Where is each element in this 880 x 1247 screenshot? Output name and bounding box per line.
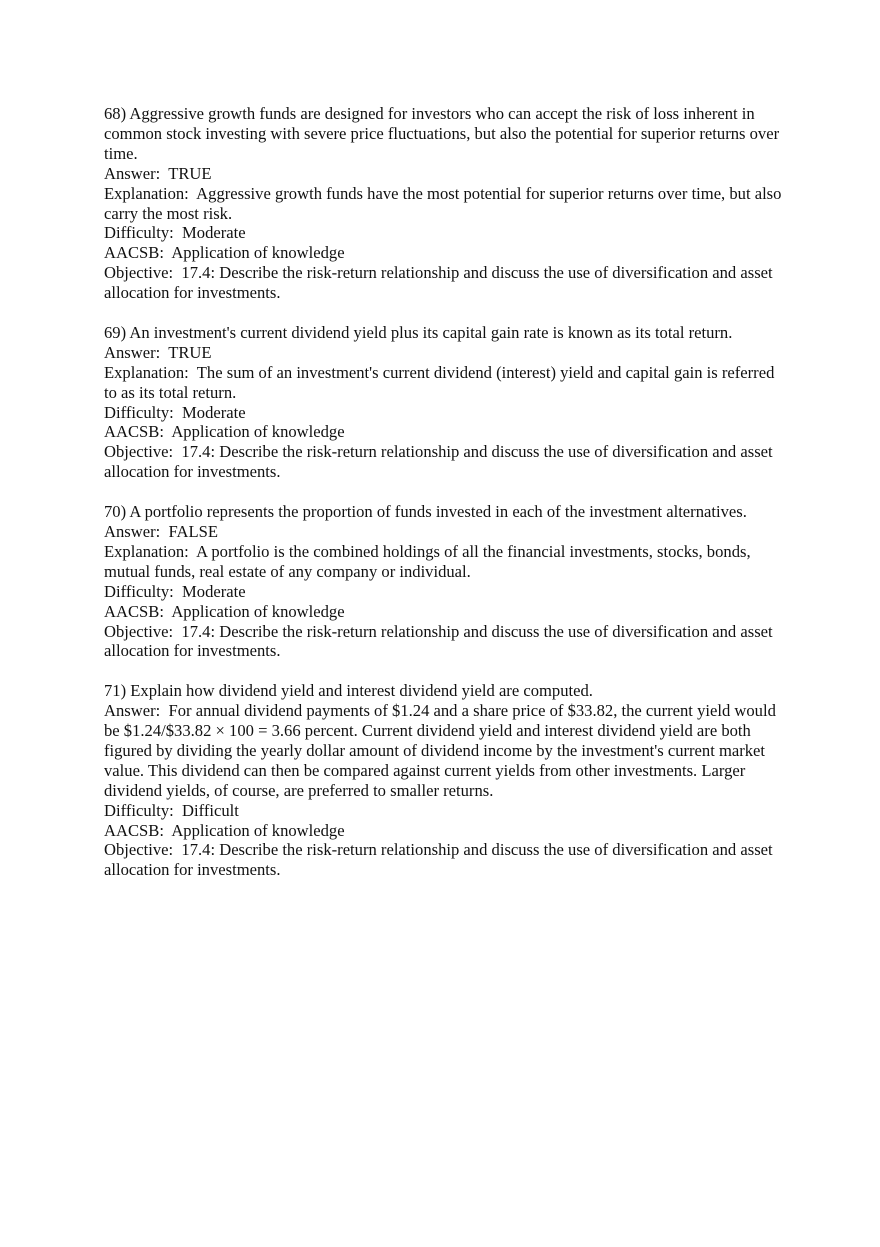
aacsb-text: AACSB: Application of knowledge (104, 601, 345, 621)
objective-text: Objective: 17.4: Describe the risk-return relationship and discuss the use of diversification and asset allocation for investments. (104, 840, 777, 880)
question-text: 68) Aggressive growth funds are designed for investors who can accept the risk of loss inherent in common stock investing with severe price fluctuations, but also the potential for superior returns over time. (104, 104, 784, 163)
question-block-68 (104, 104, 784, 303)
difficulty-text: Difficulty: Difficult (104, 800, 239, 820)
question-text: 69) An investment's current dividend yield plus its capital gain rate is known as its total return. (104, 322, 733, 342)
question-block-71 (104, 681, 784, 880)
objective-text: Objective: 17.4: Describe the risk-return relationship and discuss the use of diversification and asset allocation for investments. (104, 263, 777, 303)
question-text: 71) Explain how dividend yield and interest dividend yield are computed. (104, 681, 593, 701)
explanation-text: Explanation: The sum of an investment's current dividend (interest) yield and capital gain is referred to as its total return. (104, 362, 779, 402)
objective-text: Objective: 17.4: Describe the risk-return relationship and discuss the use of diversification and asset allocation for investments. (104, 621, 777, 661)
difficulty-text: Difficulty: Moderate (104, 223, 246, 243)
explanation-text: Explanation: Aggressive growth funds have the most potential for superior returns over time, but also carry the most risk. (104, 183, 786, 223)
question-block-70 (104, 502, 784, 661)
aacsb-text: AACSB: Application of knowledge (104, 422, 345, 442)
explanation-text: Explanation: A portfolio is the combined holdings of all the financial investments, stocks, bonds, mutual funds, real estate of any company or individual. (104, 541, 755, 581)
aacsb-text: AACSB: Application of knowledge (104, 820, 345, 840)
document-page (104, 104, 784, 900)
answer-text: Answer: For annual dividend payments of $1.24 and a share price of $33.82, the current yield would be $1.24/$33.82 × 100 = 3.66 percent. Current dividend yield and interest dividend yield are both figured by dividing the yearly dollar amount of dividend income by the investment's current market value. This dividend can then be compared against current yields from other investments. Larger dividend yields, of course, are preferred to smaller returns. (104, 701, 781, 800)
aacsb-text: AACSB: Application of knowledge (104, 243, 345, 263)
difficulty-text: Difficulty: Moderate (104, 581, 246, 601)
answer-text: Answer: FALSE (104, 522, 219, 541)
objective-text: Objective: 17.4: Describe the risk-return relationship and discuss the use of diversification and asset allocation for investments. (104, 442, 777, 482)
question-text: 70) A portfolio represents the proportion of funds invested in each of the investment alternatives. (104, 502, 747, 522)
answer-text: Answer: TRUE (104, 342, 212, 362)
answer-text: Answer: TRUE (104, 163, 212, 183)
question-block-69 (104, 323, 784, 482)
difficulty-text: Difficulty: Moderate (104, 402, 246, 422)
